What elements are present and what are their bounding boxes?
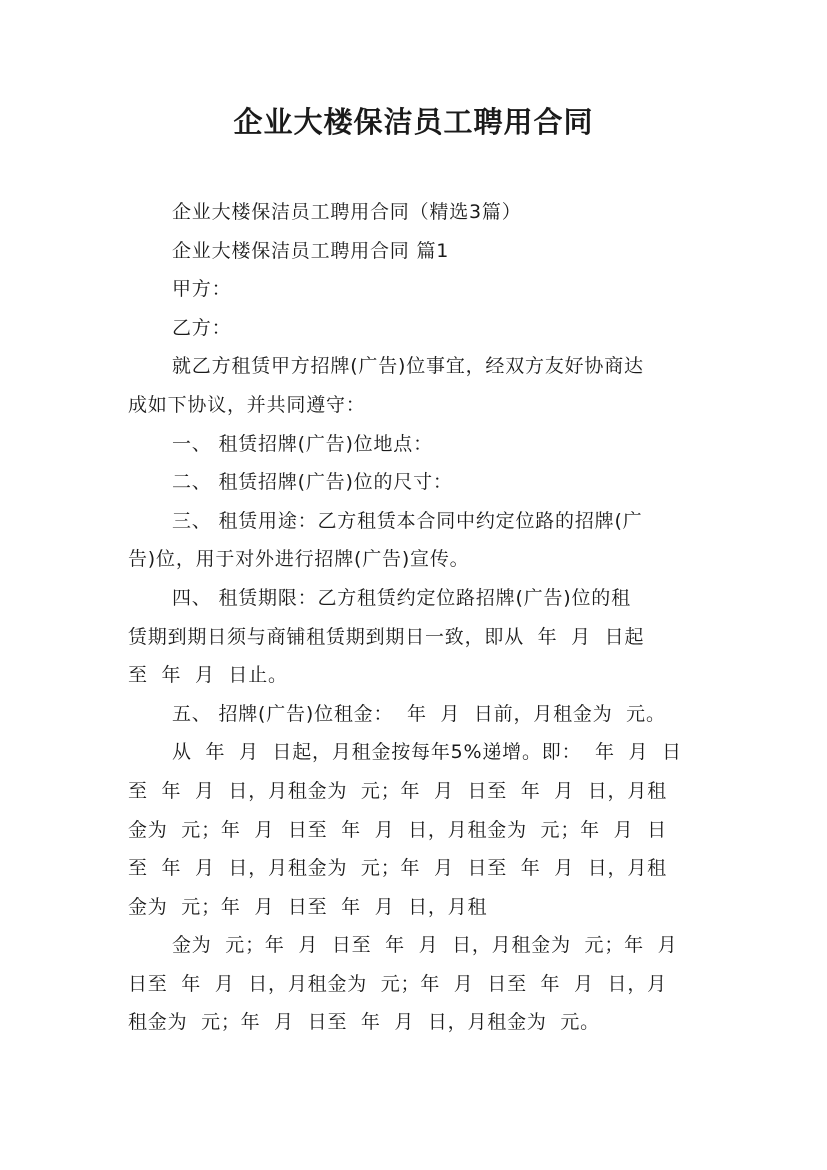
body-line: 五、 招牌(广告)位租金： 年 月 日前，月租金为 元。 bbox=[172, 702, 666, 725]
body-line: 企业大楼保洁员工聘用合同（精选3篇） bbox=[172, 201, 522, 223]
body-line: 成如下协议，并共同遵守： bbox=[128, 393, 366, 416]
body-line: 金为 元；年 月 日至 年 月 日，月租金为 元；年 月 bbox=[172, 934, 678, 957]
body-line: 企业大楼保洁员工聘用合同 篇1 bbox=[172, 239, 450, 262]
body-line: 甲方： bbox=[172, 278, 232, 301]
body-line: 三、 租赁用途：乙方租赁本合同中约定位路的招牌(广 bbox=[172, 509, 643, 532]
body-line: 金为 元；年 月 日至 年 月 日，月租金为 元；年 月 日 bbox=[128, 818, 667, 841]
body-line: 日至 年 月 日，月租金为 元；年 月 日至 年 月 日，月 bbox=[128, 972, 667, 995]
body-line: 租金为 元；年 月 日至 年 月 日，月租金为 元。 bbox=[128, 1011, 600, 1034]
body-line: 赁期到期日须与商铺租赁期到期日一致，即从 年 月 日起 bbox=[128, 625, 645, 648]
body-line: 从 年 月 日起，月租金按每年5%递增。即： 年 月 日 bbox=[172, 741, 682, 764]
body-line: 至 年 月 日，月租金为 元；年 月 日至 年 月 日，月租 bbox=[128, 779, 667, 802]
body-line: 金为 元；年 月 日至 年 月 日，月租 bbox=[128, 895, 488, 918]
body-line: 二、 租赁招牌(广告)位的尺寸： bbox=[172, 471, 453, 494]
body-line: 至 年 月 日，月租金为 元；年 月 日至 年 月 日，月租 bbox=[128, 857, 667, 880]
body-line: 就乙方租赁甲方招牌(广告)位事宜，经双方友好协商达 bbox=[172, 355, 644, 378]
body-line: 乙方： bbox=[172, 316, 232, 339]
body-line: 至 年 月 日止。 bbox=[128, 664, 288, 687]
document-title: 企业大楼保洁员工聘用合同 bbox=[233, 105, 594, 139]
body-line: 一、 租赁招牌(广告)位地点： bbox=[172, 432, 433, 455]
document-body bbox=[128, 193, 728, 1042]
body-line: 告)位，用于对外进行招牌(广告)宣传。 bbox=[128, 548, 470, 571]
body-line: 四、 租赁期限：乙方租赁约定位路招牌(广告)位的租 bbox=[172, 586, 631, 609]
